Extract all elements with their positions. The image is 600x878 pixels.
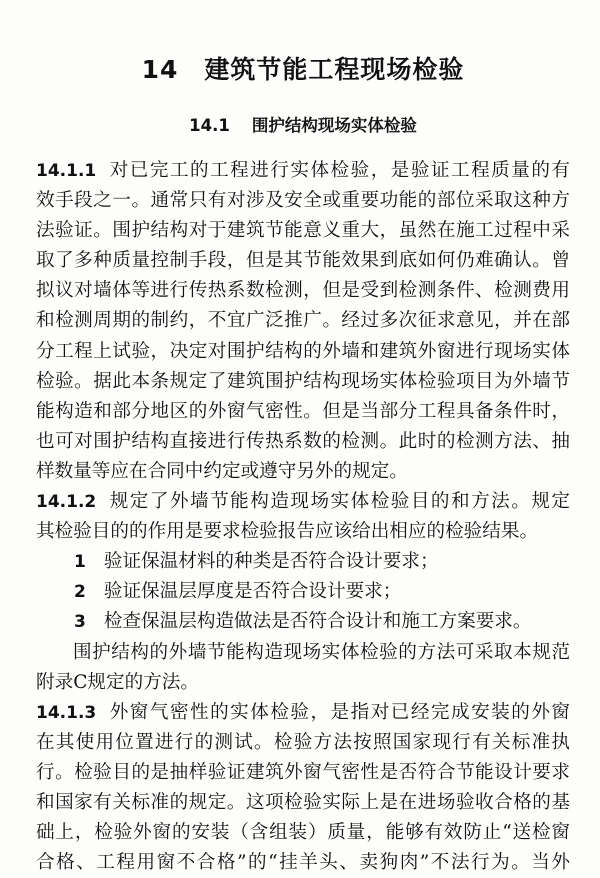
clause-line: 其检验目的的作用是要求检验报告应该给出相应的检验结果。 (36, 521, 539, 543)
clause-line: 和检测周期的制约，不宜广泛推广。经过多次征求意见，并在部 (36, 310, 570, 332)
clause-line: 拟议对墙体等进行传热系数检测，但是受到检测条件、检测费用 (36, 280, 570, 302)
clause-line: 分工程上试验，决定对围护结构的外墙和建筑外窗进行现场实体 (36, 340, 570, 362)
section-title (36, 112, 570, 138)
clause-line: 效手段之一。通常只有对涉及安全或重要功能的部位采取这种方 (36, 190, 570, 212)
clause-line: 在其使用位置进行的测试。检验方法按照国家现行有关标准执 (36, 731, 570, 753)
list-item-number: 3 (74, 612, 86, 633)
clause-line (36, 698, 570, 728)
clause-line: 行。检验目的是抽样验证建筑外窗气密性是否符合节能设计要求 (36, 761, 570, 783)
clause-line (36, 156, 570, 186)
clause-text: 对已完工的工程进行实体检验，是验证工程质量的有 (108, 160, 570, 181)
clause-line: 样数量等应在合同中约定或遵守另外的规定。 (36, 460, 408, 482)
clause-line: 和国家有关标准的规定。这项检验实际上是在进场验收合格的基 (36, 791, 570, 813)
list-item-number: 2 (74, 582, 86, 603)
clause-number: 14.1.1 (36, 161, 97, 181)
chapter-title-text: 建筑节能工程现场检验 (204, 55, 465, 84)
list-item (36, 577, 570, 607)
clause-line: 合格、工程用窗不合格”的“挂羊头、卖狗肉”不法行为。当外 (36, 852, 570, 874)
clause-line: 能构造和部分地区的外窗气密性。但是当部分工程具备条件时， (36, 400, 570, 422)
clause-text: 规定了外墙节能构造现场实体检验目的和方法。规定 (108, 491, 570, 513)
clause-line: 也可对围护结构直接进行传热系数的检测。此时的检测方法、抽 (36, 430, 570, 452)
clause-text: 外窗气密性的实体检验，是指对已经完成安装的外窗 (108, 701, 570, 723)
clause-14-1-1 (36, 156, 570, 487)
document-body (36, 156, 570, 878)
section-number: 14.1 (189, 116, 230, 135)
clause-line (36, 487, 570, 517)
list-item (36, 607, 570, 637)
list-item-text: 验证保温层厚度是否符合设计要求； (103, 581, 402, 603)
clause-line: 法验证。围护结构对于建筑节能意义重大，虽然在施工过程中采 (36, 220, 570, 242)
clause-14-1-2 (36, 487, 570, 698)
clause-14-1-3 (36, 698, 570, 878)
clause-line: 附录C规定的方法。 (36, 671, 199, 693)
section-title-text: 围护结构现场实体检验 (251, 116, 417, 135)
clause-number: 14.1.3 (36, 702, 97, 723)
list-item-text: 验证保温材料的种类是否符合设计要求； (103, 551, 439, 573)
chapter-title (36, 0, 570, 90)
clause-line: 检验。据此本条规定了建筑围护结构现场实体检验项目为外墙节 (36, 370, 570, 392)
list-item-number: 1 (74, 552, 86, 573)
clause-line: 取了多种质量控制手段，但是其节能效果到底如何仍难确认。曾 (36, 250, 570, 272)
list-item (36, 547, 570, 577)
clause-line: 围护结构的外墙节能构造现场实体检验的方法可采取本规范 (73, 641, 570, 663)
clause-number: 14.1.2 (36, 492, 97, 513)
clause-line: 础上，检验外窗的安装（含组装）质量，能够有效防止“送检窗 (36, 822, 570, 844)
chapter-number: 14 (141, 55, 179, 84)
list-item-text: 检查保温层构造做法是否符合设计和施工方案要求。 (103, 611, 532, 633)
